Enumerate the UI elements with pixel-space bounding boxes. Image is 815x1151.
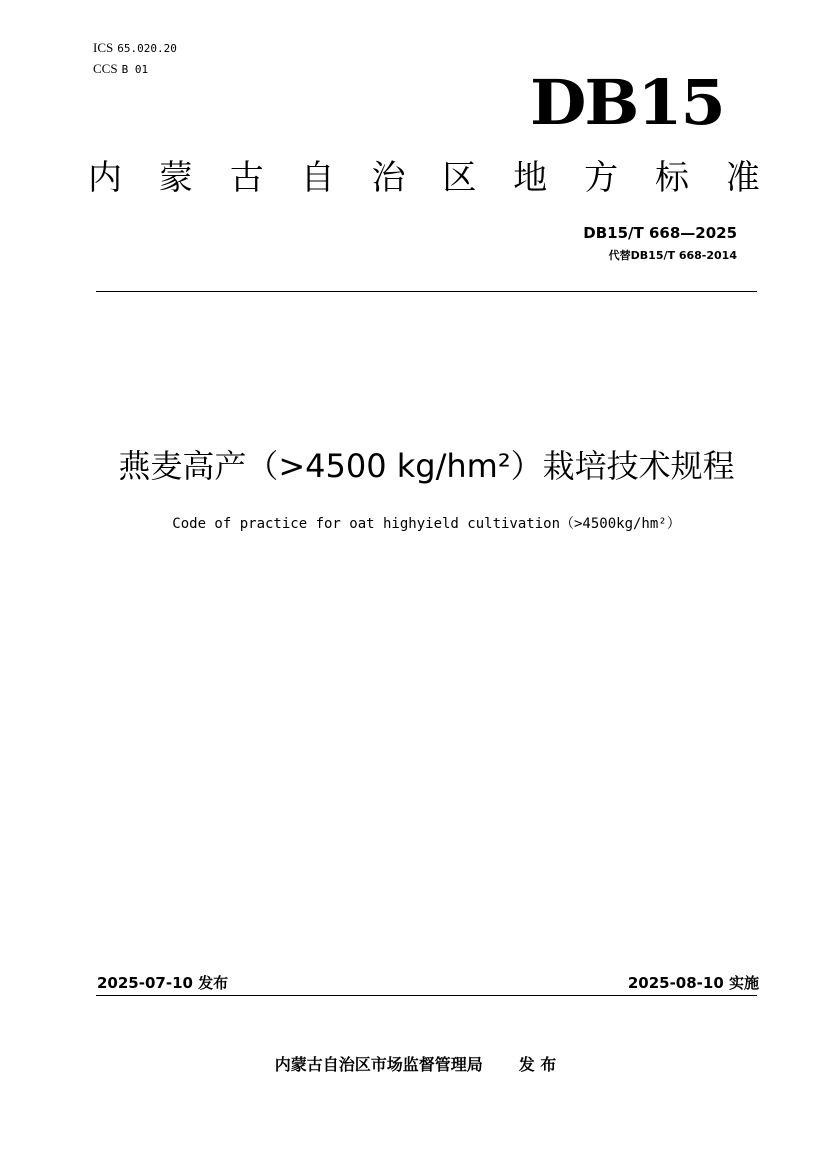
standard-type-char: 内	[88, 158, 122, 198]
standard-type-char: 标	[655, 158, 689, 198]
issue-date: 2025-07-10 发布	[97, 974, 229, 992]
ccs-code: B 01	[121, 63, 149, 76]
standard-number: DB15/T 668—2025	[583, 224, 737, 242]
document-title-en: Code of practice for oat highyield cultivation（>4500kg/hm²）	[172, 516, 681, 532]
standard-type-char: 自	[300, 158, 335, 198]
publish-label: 发 布	[518, 1055, 557, 1074]
ics-line	[93, 40, 177, 57]
standard-type-heading	[88, 156, 760, 200]
document-title-cn: 燕麦高产（>4500 kg/hm²）栽培技术规程	[118, 447, 735, 485]
ics-code: 65.020.20	[117, 42, 177, 55]
ics-label: ICS	[93, 40, 114, 55]
standard-type-char: 方	[584, 158, 619, 198]
top-divider	[96, 291, 757, 292]
standard-type-char: 古	[229, 158, 264, 198]
replaces-standard: 代替DB15/T 668-2014	[608, 249, 737, 262]
bottom-divider	[96, 995, 757, 996]
standard-type-char: 地	[513, 158, 548, 198]
standard-type-char: 准	[725, 158, 760, 198]
standard-type-char: 蒙	[158, 158, 193, 198]
standard-type-char: 治	[371, 158, 406, 198]
publisher-name: 内蒙古自治区市场监督管理局	[274, 1055, 483, 1074]
ccs-line	[93, 61, 148, 78]
standard-type-char: 区	[442, 158, 477, 198]
db15-logo: DB15	[530, 66, 724, 139]
ccs-label: CCS	[93, 61, 118, 76]
publisher-line	[0, 1054, 815, 1076]
implementation-date: 2025-08-10 实施	[627, 974, 759, 992]
